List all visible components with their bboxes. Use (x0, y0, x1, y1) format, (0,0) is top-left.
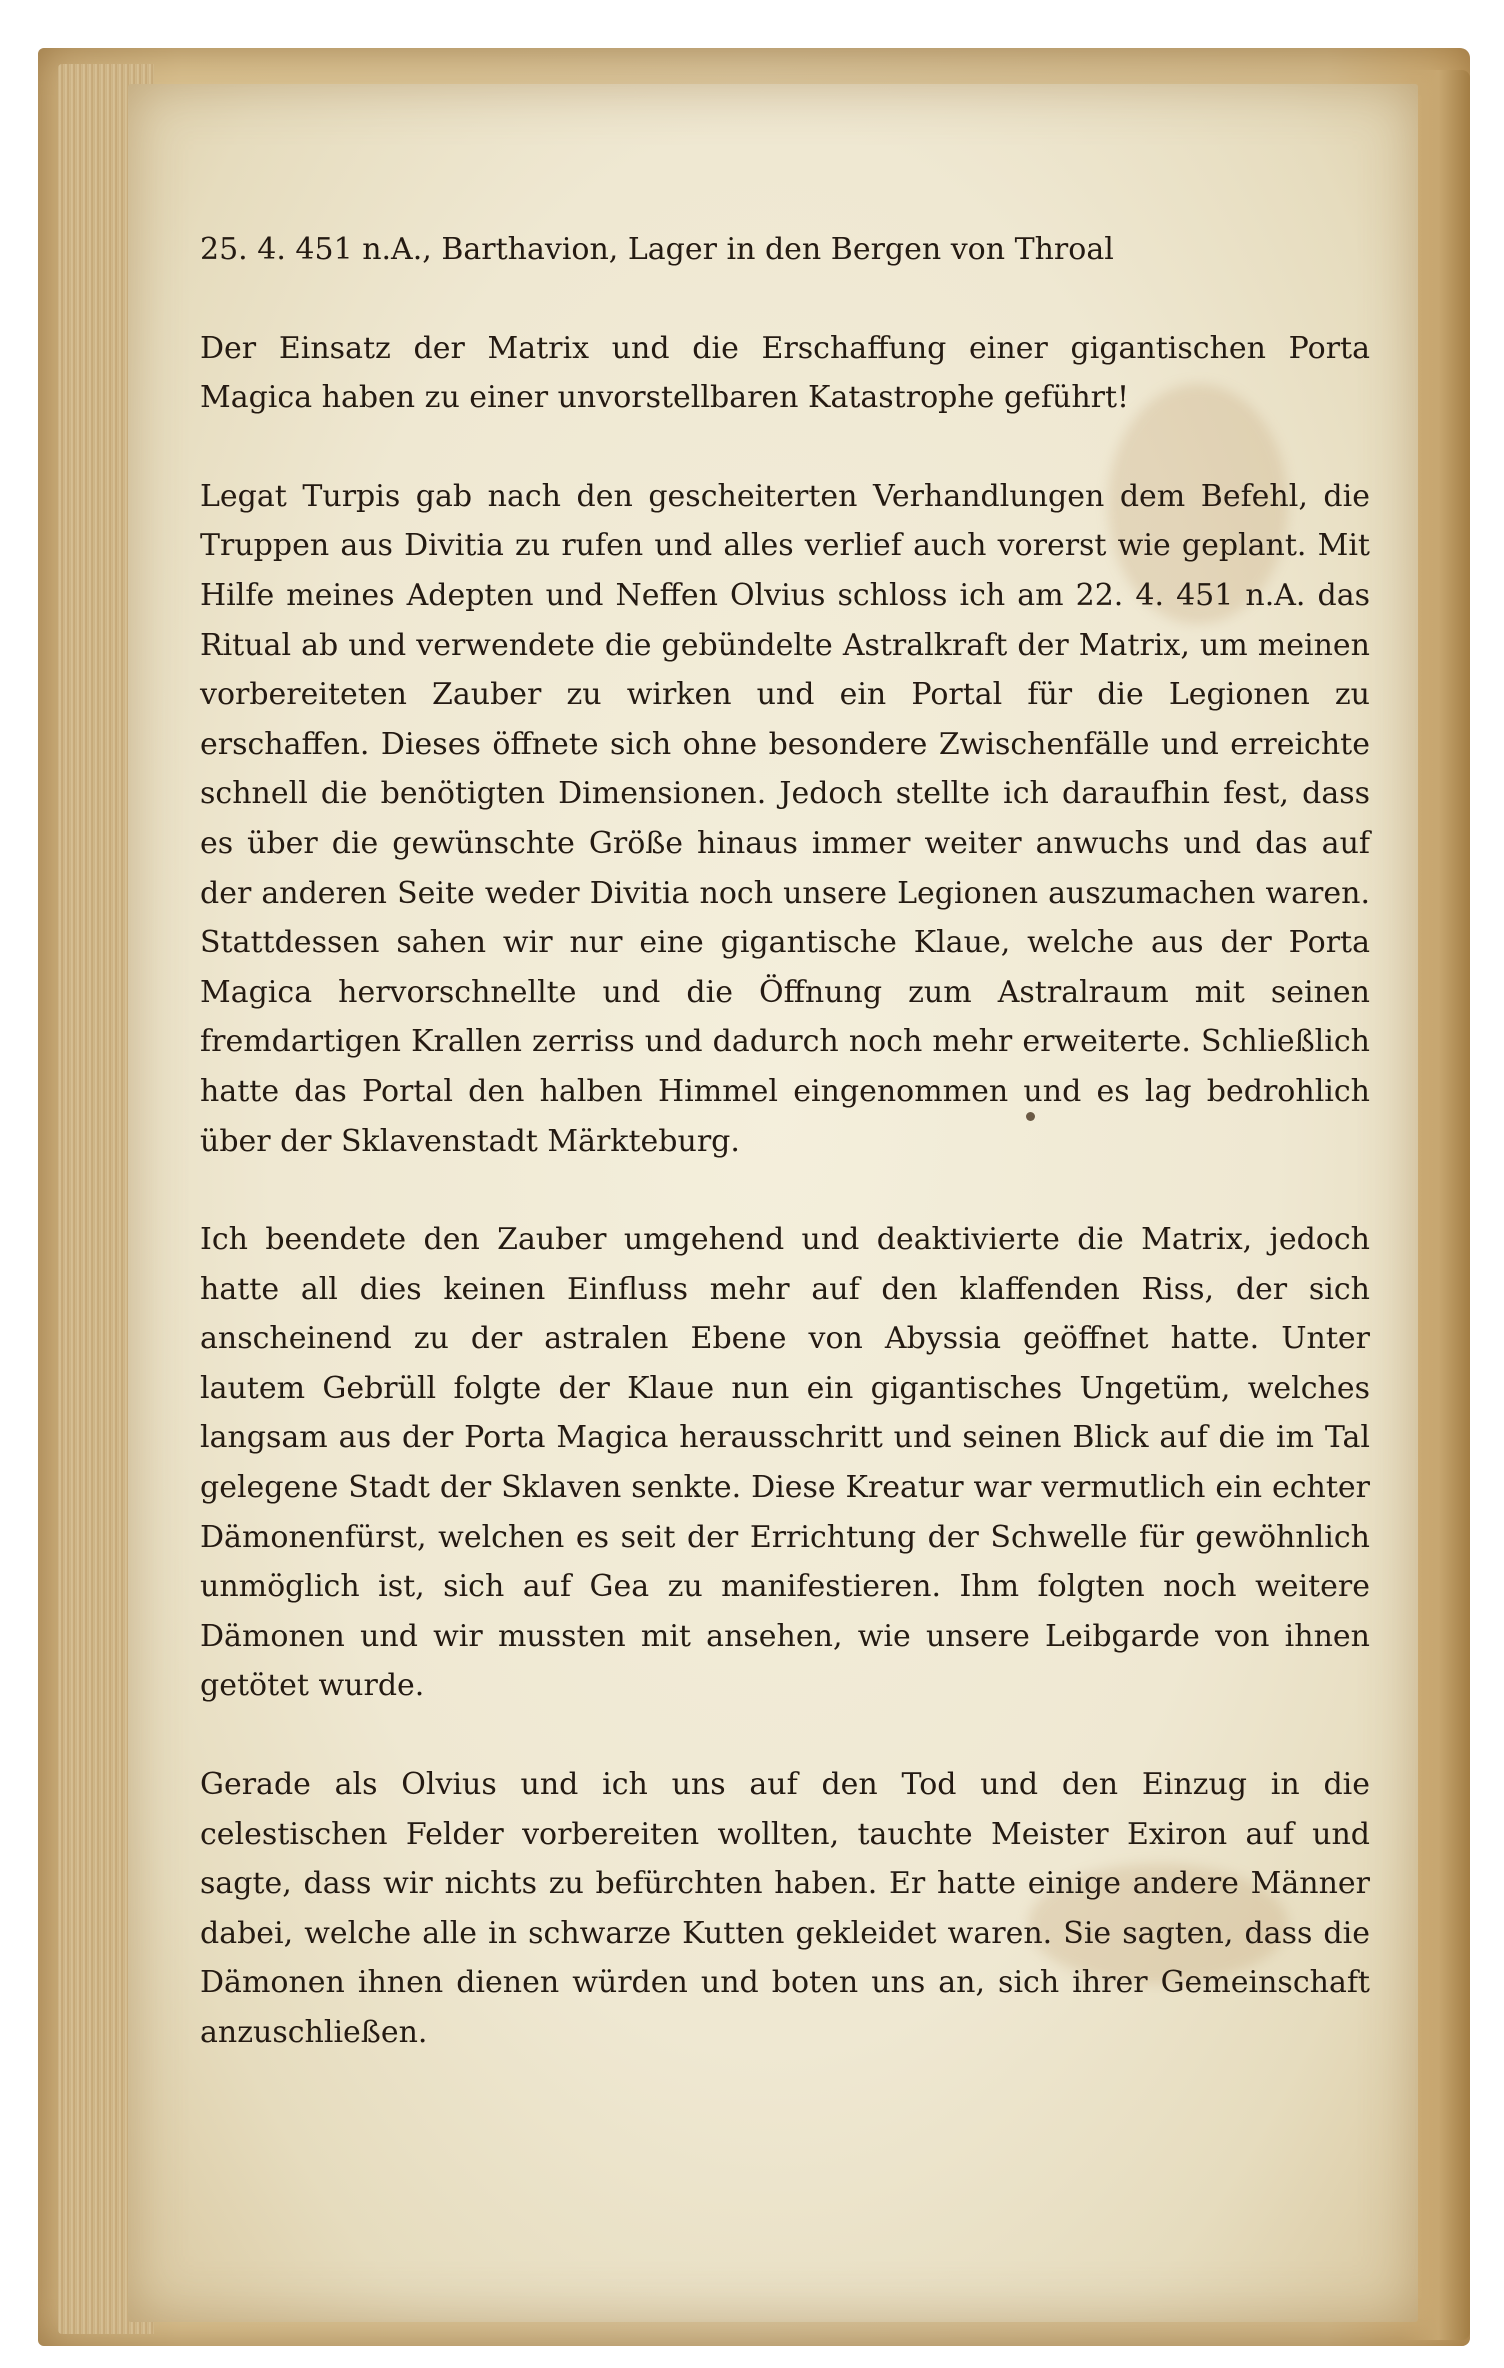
paragraph-2: Legat Turpis gab nach den gescheiterten Verhandlungen dem Befehl, die Truppen aus Divitia zu rufen und alles verlief auch vorerst wie geplant. Mit Hilfe meines Adepten und Neffen Olvius schloss ich am 22. 4. 451 n.A. das Ritual ab und verwendete die gebündelte Astralkraft der Matrix, um meinen vorbereiteten Zauber zu wirken und ein Portal für die Legionen zu erschaffen. Dieses öffnete sich ohne besondere Zwischenfälle und erreichte schnell die benötigten Dimensionen. Jedoch stellte ich daraufhin fest, dass es über die gewünschte Größe hinaus immer weiter anwuchs und das auf der anderen Seite weder Divitia noch unsere Legionen auszumachen waren. Stattdessen sahen wir nur eine gigantische Klaue, welche aus der Porta Magica hervorschnellte und die Öffnung zum Astralraum mit seinen fremdartigen Krallen zerriss und dadurch noch mehr erweiterte. Schließlich hatte das Portal den halben Himmel eingenommen und es lag bedrohlich über der Sklavenstadt Märkteburg. (200, 478, 1370, 1159)
paragraph-4: Gerade als Olvius und ich uns auf den Tod und den Einzug in die celestischen Felder vorbereiten wollten, tauchte Meister Exiron auf und sagte, dass wir nichts zu befürchten haben. Er hatte einige andere Männer dabei, welche alle in schwarze Kutten gekleidet waren. Sie sagten, dass die Dämonen ihnen dienen würden und boten uns an, sich ihrer Gemeinschaft anzuschließen. (200, 1767, 1370, 2050)
paragraph-1: Der Einsatz der Matrix und die Erschaffung einer gigantischen Porta Magica haben zu einer unvorstellbaren Katastrophe geführt! (200, 330, 1370, 416)
paragraph-3: Ich beendete den Zauber umgehend und deaktivierte die Matrix, jedoch hatte all dies keinen Einfluss mehr auf den klaffenden Riss, der sich anscheinend zu der astralen Ebene von Abyssia geöffnet hatte. Unter lautem Gebrüll folgte der Klaue nun ein gigantisches Ungetüm, welches langsam aus der Porta Magica herausschritt und seinen Blick auf die im Tal gelegene Stadt der Sklaven senkte. Diese Kreatur war vermutlich ein echter Dämonenfürst, welchen es seit der Errichtung der Schwelle für gewöhnlich unmöglich ist, sich auf Gea zu manifestieren. Ihm folgten noch weitere Dämonen und wir mussten mit ansehen, wie unsere Leibgarde von ihnen getötet wurde. (200, 1222, 1370, 1704)
entry-date-line: 25. 4. 451 n.A., Barthavion, Lager in den Bergen von Throal (200, 232, 1114, 267)
journal-entry (200, 225, 1370, 2107)
